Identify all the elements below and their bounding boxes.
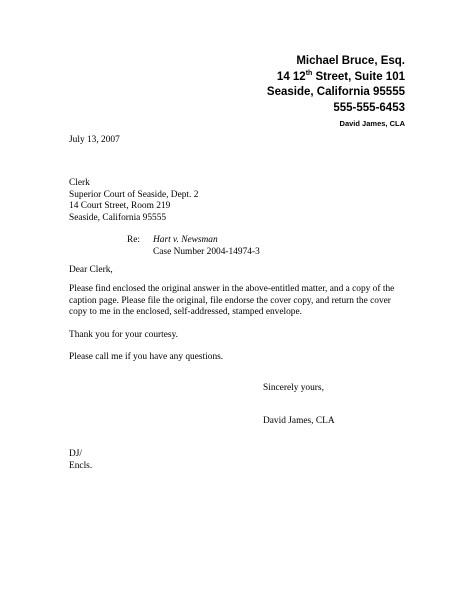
recipient-line: Superior Court of Seaside, Dept. 2 [69,189,199,200]
body-paragraph-2: Thank you for your courtesy. [69,330,178,340]
salutation: Dear Clerk, [69,265,113,275]
case-name: Hart v. Newsman [153,235,218,245]
re-content [153,235,260,258]
attorney-name: Michael Bruce, Esq. [296,55,405,67]
re-label: Re: [127,235,141,245]
body-paragraph-3: Please call me if you have any questions. [69,352,224,362]
preparer-name: David James, CLA [339,119,405,128]
recipient-address [69,178,198,224]
letterhead [267,54,405,116]
recipient-line: Clerk [69,178,90,188]
street-rest: Street, Suite 101 [312,70,405,83]
closing: Sincerely yours, [263,383,324,393]
recipient-line: 14 Court Street, Room 219 [69,201,171,212]
enclosures-notation: Encls. [69,460,93,471]
typist-initials: DJ/ [69,449,83,459]
body-paragraph-1 [69,284,409,319]
attorney-phone: 555-555-6453 [333,101,405,114]
street-ordinal: th [305,69,313,77]
paragraph-line: Please find enclosed the original answer in the above-entitled matter, and a copy of the [69,284,395,294]
case-number: Case Number 2004-14974-3 [153,246,260,257]
street-number: 14 12 [276,70,306,83]
letter-date: July 13, 2007 [69,135,120,145]
footer-notations [69,449,92,472]
attorney-street-address [267,70,405,86]
signature-name: David James, CLA [263,416,335,426]
paragraph-line: caption page. Please file the original, file endorse the cover copy, and return the cover [69,295,391,306]
attorney-city-line: Seaside, California 95555 [266,86,405,98]
recipient-line: Seaside, California 95555 [69,212,167,223]
paragraph-line: copy to me in the enclosed, self-addressed, stamped envelope. [69,307,302,318]
